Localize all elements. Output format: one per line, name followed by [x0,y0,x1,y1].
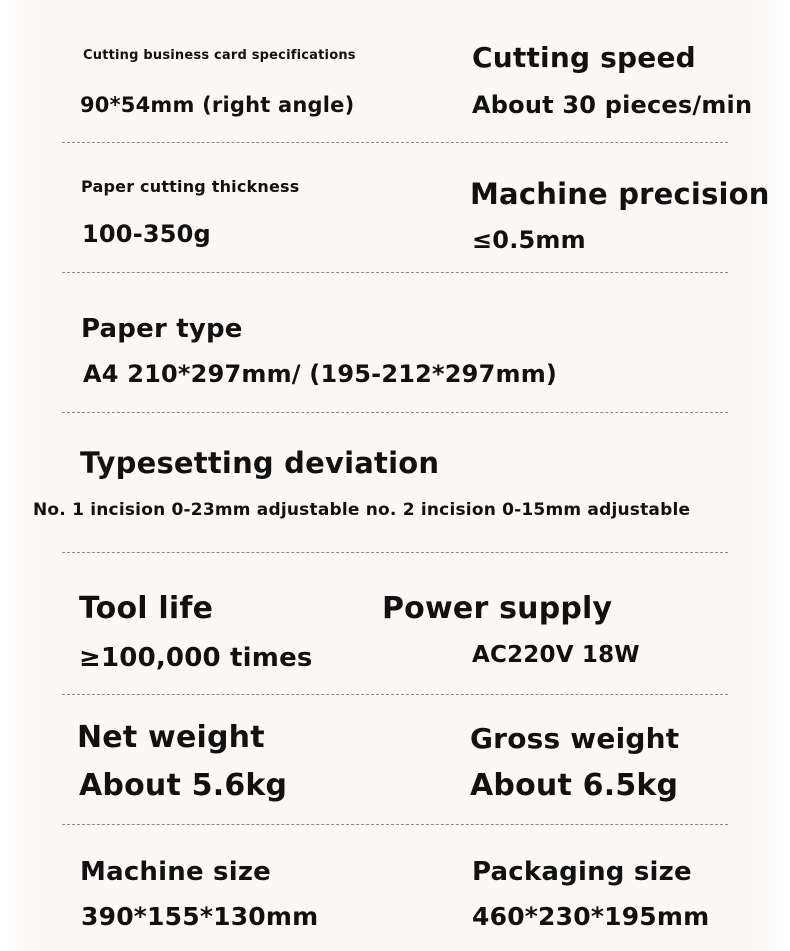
row-divider [62,824,728,825]
tool-life-label: Tool life [79,591,214,626]
machine-precision-value: ≤0.5mm [472,226,586,254]
typesetting-deviation-label: Typesetting deviation [80,446,440,480]
power-supply-label: Power supply [382,591,613,626]
cutting-speed-label: Cutting speed [472,41,696,74]
gross-weight-label: Gross weight [470,722,680,755]
net-weight-value: About 5.6kg [79,768,288,803]
paper-type-label: Paper type [81,314,243,344]
net-weight-label: Net weight [77,720,265,755]
paper-type-value: A4 210*297mm/ (195-212*297mm) [83,360,558,388]
cutting-card-spec-label: Cutting business card specifications [83,48,356,63]
cutting-speed-value: About 30 pieces/min [472,91,753,119]
packaging-size-value: 460*230*195mm [472,902,710,931]
typesetting-deviation-value: No. 1 incision 0-23mm adjustable no. 2 incision 0-15mm adjustable [33,500,691,520]
row-divider [62,412,728,413]
row-divider [62,552,728,553]
tool-life-value: ≥100,000 times [79,643,313,673]
paper-thickness-label: Paper cutting thickness [81,177,300,196]
paper-thickness-value: 100-350g [82,220,211,248]
machine-size-label: Machine size [80,857,272,887]
row-divider [62,142,728,143]
cutting-card-spec-value: 90*54mm (right angle) [80,93,355,117]
machine-precision-label: Machine precision [470,177,770,211]
packaging-size-label: Packaging size [472,857,692,887]
power-supply-value: AC220V 18W [472,642,640,668]
row-divider [62,694,728,695]
machine-size-value: 390*155*130mm [81,902,319,931]
gross-weight-value: About 6.5kg [470,768,679,803]
row-divider [62,272,728,273]
